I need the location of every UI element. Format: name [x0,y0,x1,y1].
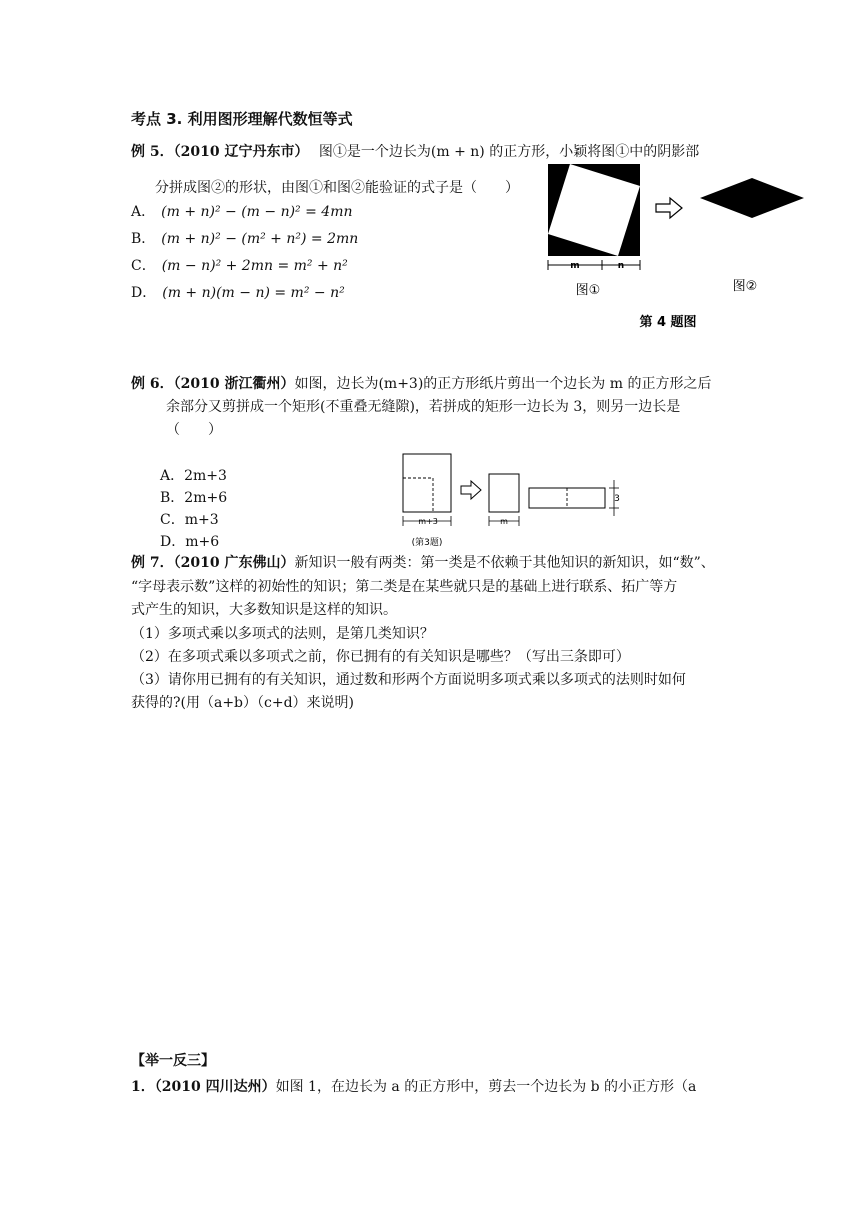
option-text: m+3 [184,512,219,528]
option-key: B． [160,490,185,506]
figure-caption: 第 4 题图 [639,315,697,330]
option-key: A． [131,204,156,220]
ex7-stem3: 式产生的知识，大多数知识是这样的知识。 [131,602,397,618]
ex6-option-c [160,510,219,530]
option-key: D． [160,534,186,550]
option-text: (m + n)² − (m² + n²) = 2mn [161,231,359,247]
ex7-question-1: （1）多项式乘以多项式的法则，是第几类知识？ [131,626,434,642]
ex7-question-2: （2）在多项式乘以多项式之前，你已拥有的有关知识是哪些？（写出三条即可） [131,649,630,665]
fig1-dim-n: n [617,261,625,271]
ex6-option-a [160,466,227,486]
option-text: (m + n)² − (m − n)² = 4mn [161,204,353,220]
ex6-stem-line1 [131,374,711,394]
practice-item-number: 1． [131,1079,155,1095]
practice-title: 【举一反三】 [131,1053,215,1069]
ex7-label: 例 7． [131,555,174,571]
figure-caption: (第3题) [411,538,443,548]
option-key: B． [131,231,156,247]
option-text: m+6 [185,534,220,550]
arrow-icon [656,198,682,218]
ex5-stem-line1 [131,142,699,162]
fig2-label: 图② [732,279,758,294]
ex5-stem1: 图①是一个边长为(m + n) 的正方形，小颖将图①中的阴影部 [318,144,700,160]
practice-item-source: （2010 四川达州） [154,1079,276,1095]
ex7-question-3b: 获得的?(用（a+b）（c+d）来说明) [131,695,355,711]
ex5-stem2: 分拼成图②的形状，由图①和图②能验证的式子是（ ） [155,180,519,196]
ex5-figure [540,160,830,335]
ex6-option-d [160,532,219,552]
option-key: C． [131,258,156,274]
option-text: (m − n)² + 2mn = m² + n² [161,258,348,274]
ex6-stem3: （ ） [166,422,222,438]
ex5-option-b [131,229,358,249]
arrow-icon [461,481,481,499]
ex5-option-a [131,202,353,222]
ex7-stem-line1 [131,553,715,573]
ex5-option-d [131,283,345,303]
ex6-source: （2010 浙江衢州） [173,376,295,392]
ex5-option-c [131,256,348,276]
fig-dim-small: m [500,517,508,526]
option-text: 2m+6 [184,490,228,506]
ex6-stem1: 如图，边长为(m+3)的正方形纸片剪出一个边长为 m 的正方形之后 [294,376,712,392]
ex6-stem2: 余部分又剪拼成一个矩形(不重叠无缝隙)，若拼成的矩形一边长为 3，则另一边长是 [166,399,681,415]
ex7-stem2: “字母表示数”这样的初始性的知识；第二类是在某些就只是的基础上进行联系、拓广等方 [131,579,678,595]
ex5-label: 例 5． [131,144,174,160]
fig-small-square [489,474,519,512]
fig-dim-three: 3 [614,494,620,504]
option-key: D． [131,285,157,301]
fig1-dim-m: m [570,261,580,271]
ex6-figure [395,450,635,550]
fig-big-square [403,454,451,512]
practice-item-text: 如图 1，在边长为 a 的正方形中，剪去一个边长为 b 的小正方形（a [275,1079,697,1095]
fig1-label: 图① [575,283,601,298]
option-text: 2m+3 [184,468,227,484]
option-key: A． [160,468,185,484]
fig2-rhombus [700,178,804,218]
ex5-source: （2010 辽宁丹东市） [173,144,309,160]
fig-dim-big: m+3 [418,517,438,526]
ex7-stem1: 新知识一般有两类：第一类是不依赖于其他知识的新知识，如“数”、 [294,555,715,571]
option-text: (m + n)(m − n) = m² − n² [162,285,345,301]
ex6-option-b [160,488,227,508]
practice-item-1 [131,1077,696,1097]
ex6-label: 例 6． [131,376,174,392]
ex7-source: （2010 广东佛山） [173,555,295,571]
option-key: C． [160,512,185,528]
ex7-question-3a: （3）请你用已拥有的有关知识，通过数和形两个方面说明多项式乘以多项式的法则时如何 [131,672,686,688]
section-title: 考点 3. 利用图形理解代数恒等式 [131,110,353,128]
